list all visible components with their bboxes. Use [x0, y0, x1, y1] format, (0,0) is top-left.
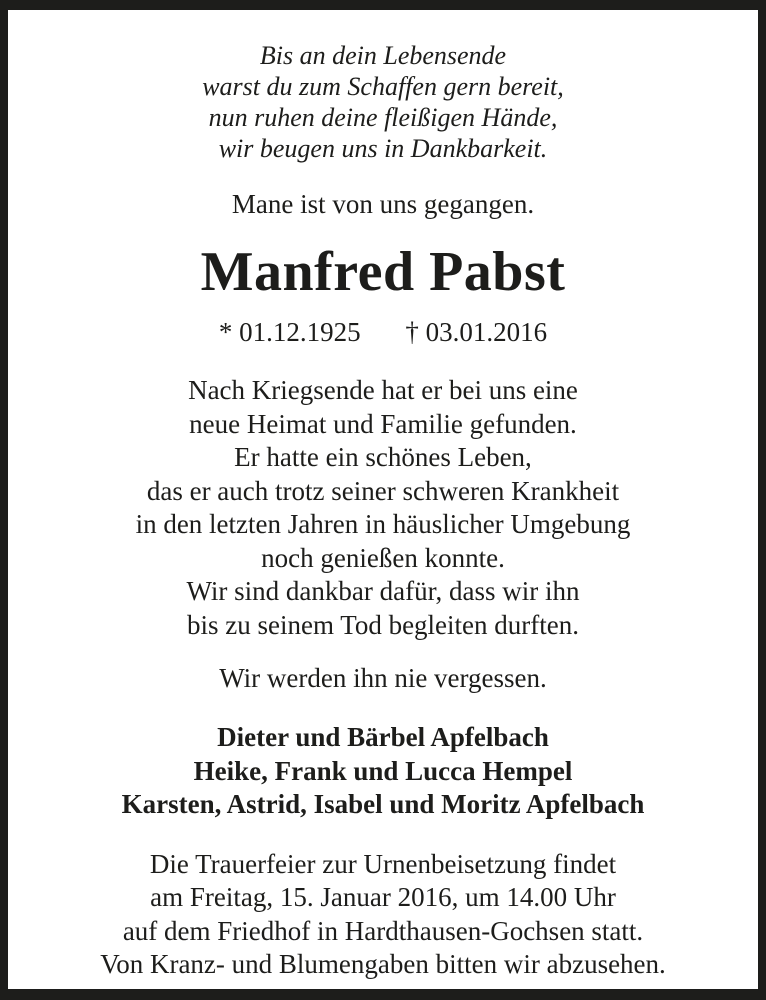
funeral-line: Von Kranz- und Blumengaben bitten wir abzusehen. [100, 949, 666, 979]
poem-line: warst du zum Schaffen gern bereit, [202, 72, 564, 101]
body-line: Er hatte ein schönes Leben, [234, 442, 532, 472]
deceased-name: Manfred Pabst [200, 241, 566, 303]
poem [8, 40, 758, 164]
body-line: bis zu seinem Tod begleiten durften. [186, 609, 579, 640]
intro-line: Mane ist von uns gegangen. [231, 189, 535, 219]
family-names [8, 721, 758, 822]
family-line: Dieter und Bärbel Apfelbach [217, 722, 549, 752]
funeral-line: Die Trauerfeier zur Urnenbeisetzung findet [149, 848, 617, 879]
body-line: das er auch trotz seiner schweren Krankheit [146, 475, 620, 506]
body-line: neue Heimat und Familie gefunden. [189, 408, 577, 439]
remembrance-line: Wir werden ihn nie vergessen. [219, 663, 547, 693]
funeral-line: auf dem Friedhof in Hardthausen-Gochsen statt. [122, 915, 644, 946]
poem-line: Bis an dein Lebensende [259, 41, 507, 70]
life-dates [8, 317, 758, 348]
obituary-card [8, 10, 758, 989]
funeral-line: am Freitag, 15. Januar 2016, um 14.00 Uhr [150, 882, 616, 912]
funeral-info [8, 848, 758, 982]
body-line: noch genießen konnte. [261, 542, 505, 573]
family-line: Karsten, Astrid, Isabel und Moritz Apfelbach [121, 789, 645, 819]
body-line: in den letzten Jahren in häuslicher Umgebung [135, 509, 631, 539]
obituary-body [8, 374, 758, 642]
birth-date: * 01.12.1925 [218, 317, 361, 347]
family-line: Heike, Frank und Lucca Hempel [193, 755, 573, 786]
poem-line: nun ruhen deine fleißigen Hände, [208, 103, 558, 132]
body-line: Wir sind dankbar dafür, dass wir ihn [186, 576, 580, 606]
poem-line: wir beugen uns in Dankbarkeit. [218, 134, 548, 163]
death-date: † 03.01.2016 [405, 317, 548, 347]
body-line: Nach Kriegsende hat er bei uns eine [188, 375, 578, 405]
